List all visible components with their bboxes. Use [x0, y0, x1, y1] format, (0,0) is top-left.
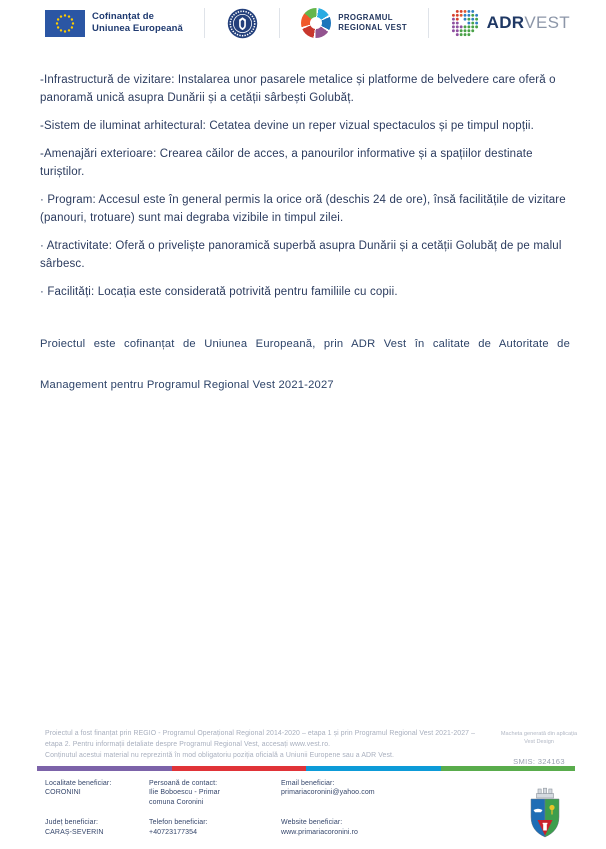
guvernul-romaniei-seal-icon: [227, 8, 258, 39]
contact-telefon: [149, 818, 281, 837]
paragraph-atractivitate: · Atractivitate: Oferă o priveliște panoramică superbă asupra Dunării și a cetății Golubăț de pe malul sârbesc.: [40, 240, 562, 270]
programul-regional-vest-block: [301, 8, 407, 38]
body-paragraphs: [40, 71, 570, 311]
smis-code: SMIS: 324163: [513, 756, 565, 766]
header-logo-bar: [45, 5, 570, 41]
disclaimer-text-1: Proiectul a fost finanțat prin REGIO - Programul Operațional Regional 2014-2020 – etapa 1 și prin Programul Regional Vest 2021-2027 – etapa 2. Pentru informații detaliate despre Programul Regional Vest, accesați www.vest.ro.: [45, 730, 476, 749]
contact-website: [281, 818, 465, 837]
eu-flag-icon: [45, 10, 85, 37]
bar-segment-green: [441, 766, 576, 771]
paragraph-sistem-iluminat: -Sistem de iluminat arhitectural: Cetatea devine un reper vizual spectaculos și pe timpul nopții.: [40, 120, 534, 132]
header-divider: [279, 8, 280, 38]
contact-persoana: [149, 779, 281, 807]
bar-segment-purple: [37, 766, 172, 771]
contact-value: +40723177354: [149, 828, 198, 836]
eu-cofinance-block: [45, 10, 183, 37]
paragraph-program: · Program: Accesul este în general permis la orice oră (deschis 24 de ore), însă facilitățile de vizitare (panouri, trotuare) sunt mai degraba vizibile in timpul zilei.: [40, 194, 566, 224]
generated-note: Macheta generată din aplicația Vest Design: [500, 731, 578, 746]
cofinance-statement: [40, 338, 570, 391]
contact-label: Email beneficiar:: [281, 780, 335, 787]
beneficiary-contacts: [45, 779, 465, 837]
adr-vest-logo-icon: [451, 9, 480, 38]
contact-value: www.primariacoronini.ro: [281, 828, 358, 836]
coronini-coat-of-arms-icon: [526, 786, 564, 840]
header-divider: [428, 8, 429, 38]
contact-label: Localitate beneficiar:: [45, 780, 112, 787]
paragraph-facilitati: · Facilități: Locația este considerată potrivită pentru familiile cu copii.: [40, 286, 398, 298]
contact-judet: [45, 818, 149, 837]
footer-meta: [500, 730, 578, 767]
contact-value: Ilie Boboescu - Primar comuna Coronini: [149, 789, 221, 806]
programul-regional-vest-label: [338, 13, 407, 33]
contact-localitate: [45, 779, 149, 807]
brand-color-bar: [37, 766, 575, 771]
contact-value: CARAȘ-SEVERIN: [45, 828, 104, 836]
contact-value: CORONINI: [45, 789, 81, 797]
header-divider: [204, 8, 205, 38]
contact-label: Județ beneficiar:: [45, 819, 99, 827]
bar-segment-red: [172, 766, 307, 771]
eu-cofinance-label: [92, 11, 183, 36]
contact-value: primariacoronini@yahoo.com: [281, 789, 375, 797]
cofinance-line1: Proiectul este cofinanțat de Uniunea Europeană, prin ADR Vest în calitate de Autoritate de: [40, 338, 570, 350]
paragraph-amenajari: -Amenajări exterioare: Crearea căilor de acces, a panourilor informative și a spațiilor destinate turiștilor.: [40, 148, 533, 178]
adr-vest-block: [451, 9, 570, 38]
programul-regional-vest-logo-icon: [301, 8, 331, 38]
bar-segment-blue: [306, 766, 441, 771]
prv-line1: PROGRAMUL: [338, 12, 393, 22]
contact-email: [281, 779, 465, 807]
adr-vest-label: ADRVEST: [486, 13, 570, 32]
contact-label: Website beneficiar:: [281, 819, 343, 827]
contact-label: Persoană de contact:: [149, 780, 218, 787]
cofinance-line2: Management pentru Programul Regional Vest 2021-2027: [40, 379, 334, 391]
funding-disclaimer: [45, 728, 483, 761]
paragraph-infrastructura: -Infrastructură de vizitare: Instalarea unor pasarele metalice și platforme de belvedere care oferă o panoramă unică asupra Dunării și a cetății sârbești Golubăț.: [40, 74, 556, 104]
eu-cofinance-line2: Uniunea Europeană: [92, 23, 183, 34]
contact-label: Telefon beneficiar:: [149, 819, 208, 827]
disclaimer-text-2: Conținutul acestui material nu reprezintă în mod obligatoriu poziția oficială a Uniunii Europene sau a ADR Vest.: [45, 752, 395, 760]
eu-cofinance-line1: Cofinanțat de: [92, 10, 154, 22]
prv-line2: REGIONAL VEST: [338, 23, 407, 32]
